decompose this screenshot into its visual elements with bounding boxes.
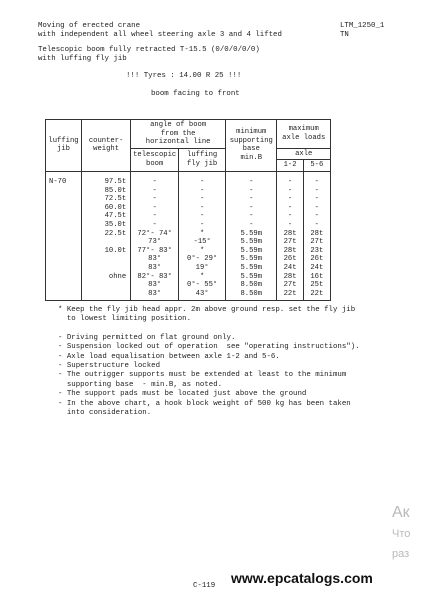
table-cell: 97.5t xyxy=(104,177,127,186)
note-star-line-2: to lowest limiting position. xyxy=(58,315,192,324)
header-maximum-axle-loads: maximum axle loads xyxy=(277,120,331,149)
activation-line-1: Ак xyxy=(392,504,410,521)
note-item: - The outrigger supports must be extended at least to the minimum xyxy=(58,371,347,380)
table-cell: - xyxy=(314,220,319,229)
header-luffing-fly-jib: luffing fly jib xyxy=(179,148,226,171)
table-cell: 8.50m xyxy=(240,289,263,298)
heading-line-2: with independent all wheel steering axle 3 and 4 lifted xyxy=(38,31,282,39)
column-telescopic-boom xyxy=(131,178,179,301)
table-cell: 83° xyxy=(148,263,162,272)
table-cell: 19° xyxy=(195,263,209,272)
table-cell: 47.5t xyxy=(104,212,127,221)
table-cell: - xyxy=(287,203,293,212)
table-cell xyxy=(83,281,126,290)
table-cell: - xyxy=(249,220,254,229)
table-cell: ohne xyxy=(108,272,127,281)
table-cell: - xyxy=(287,186,293,195)
table-cell: 27t xyxy=(310,238,324,247)
table-cell: - xyxy=(152,212,157,221)
table-cell: 22.5t xyxy=(104,229,127,238)
table-cell: - xyxy=(152,186,157,195)
table-cell: - xyxy=(199,220,205,229)
table-cell: * xyxy=(199,229,205,238)
table-cell: 5.59m xyxy=(240,238,263,247)
notes-section xyxy=(58,306,360,417)
table-cell: 24t xyxy=(310,263,324,272)
table-cell: 26t xyxy=(283,255,297,264)
header-angle-of-boom: angle of boom from the horizontal line xyxy=(131,120,226,149)
table-cell xyxy=(83,238,126,247)
table-cell: 27t xyxy=(283,238,297,247)
table-cell: 22t xyxy=(310,289,324,298)
table-cell: - xyxy=(199,195,205,204)
table-cell: 0°- 29° xyxy=(187,255,218,264)
doc-code: TN xyxy=(340,31,349,39)
table-cell: * xyxy=(199,246,205,255)
table-cell: 0°- 55° xyxy=(187,281,218,290)
table-cell: 5.59m xyxy=(240,246,263,255)
table-cell: 5.59m xyxy=(240,263,263,272)
column-axle-1-2 xyxy=(277,178,303,301)
table-cell: - xyxy=(199,212,205,221)
note-item: - The support pads must be located just above the ground xyxy=(58,390,307,399)
axle-load-table xyxy=(45,119,331,301)
table-cell: - xyxy=(249,195,254,204)
note-list xyxy=(58,333,360,417)
table-cell: 73° xyxy=(148,238,162,247)
table-cell xyxy=(83,264,126,273)
header-luffing-jib: luffing jib xyxy=(46,120,82,172)
table-cell: 28t xyxy=(283,229,297,238)
page-heading xyxy=(38,22,282,40)
table-cell: - xyxy=(287,195,293,204)
table-cell: 26t xyxy=(310,255,324,264)
table-cell: - xyxy=(314,212,319,221)
boom-configuration xyxy=(38,46,260,64)
header-counterweight: counter- weight xyxy=(82,120,131,172)
table-cell: 35.0t xyxy=(104,220,127,229)
table-cell: 28t xyxy=(283,246,297,255)
header-axle-1-2: 1-2 xyxy=(277,160,303,172)
header-axle-5-6: 5-6 xyxy=(303,160,330,172)
table-cell: 27t xyxy=(283,281,297,290)
table-cell: - xyxy=(249,212,254,221)
table-cell: 10.0t xyxy=(104,246,127,255)
table-cell xyxy=(83,290,126,299)
table-cell: 72°- 74° xyxy=(137,229,172,238)
table-cell: - xyxy=(287,177,293,186)
table-cell: - xyxy=(314,186,319,195)
note-item: - Axle load equalisation between axle 1-2 and 5-6. xyxy=(58,352,280,361)
table-cell: 23t xyxy=(310,246,324,255)
activation-line-2: Что xyxy=(392,528,411,540)
table-cell: - xyxy=(199,177,205,186)
page-number: C-119 xyxy=(193,582,216,590)
cell-luffing-jib: N-70 xyxy=(46,178,82,301)
document-id xyxy=(340,22,384,40)
heading-line-1: Moving of erected crane xyxy=(38,22,141,30)
tyres-note: !!! Tyres : 14.00 R 25 !!! xyxy=(126,72,242,80)
table-cell: 85.0t xyxy=(104,186,127,195)
table-cell: 5.59m xyxy=(240,255,263,264)
doc-id: LTM_1250_1 xyxy=(340,22,385,30)
table-cell: 77°- 83° xyxy=(137,246,172,255)
note-star-line-1: * Keep the fly jib head appr. 2m above ground resp. set the fly jib xyxy=(58,306,356,314)
header-minimum-supporting-base: minimum supporting base min.B xyxy=(226,120,277,172)
table-cell: 5.59m xyxy=(240,229,263,238)
activation-overlay xyxy=(392,502,424,564)
table-cell: - xyxy=(249,177,254,186)
table-cell: * xyxy=(199,272,205,281)
activation-line-3: раз xyxy=(392,548,410,560)
note-item: into consideration. xyxy=(58,408,152,417)
table-cell: - xyxy=(287,220,293,229)
table-cell: - xyxy=(152,195,157,204)
table-cell: 16t xyxy=(310,272,324,281)
table-cell: - xyxy=(152,203,157,212)
table-cell: - xyxy=(314,203,319,212)
table-cell: - xyxy=(314,177,319,186)
table-cell: - xyxy=(199,186,205,195)
table-cell: 83° xyxy=(148,289,162,298)
table-cell: 22t xyxy=(283,289,297,298)
watermark-text: www.epcatalogs.com xyxy=(231,570,373,586)
header-telescopic-boom: telescopic boom xyxy=(131,148,179,171)
table-cell: 8.50m xyxy=(240,281,263,290)
note-item: - Suspension locked out of operation see "operating instructions"). xyxy=(58,343,360,352)
table-cell: - xyxy=(152,177,157,186)
column-axle-5-6 xyxy=(303,178,330,301)
table-cell: -15° xyxy=(193,238,211,247)
table-cell: - xyxy=(314,195,319,204)
table-cell: 5.59m xyxy=(240,272,263,281)
table-cell: 82°- 83° xyxy=(137,272,172,281)
note-item: - Superstructure locked xyxy=(58,361,161,370)
table-cell: 25t xyxy=(310,281,324,290)
table-cell: 43° xyxy=(195,289,209,298)
table-cell: - xyxy=(152,220,157,229)
table-cell: 83° xyxy=(148,255,162,264)
note-item: - Driving permitted on flat ground only. xyxy=(58,333,236,342)
column-luffing-fly-jib xyxy=(179,178,226,301)
table-cell: - xyxy=(287,212,293,221)
config-line-2: with luffing fly jib xyxy=(38,55,127,63)
table-cell: 28t xyxy=(283,272,297,281)
table-cell: - xyxy=(249,203,254,212)
config-line-1: Telescopic boom fully retracted T-15.5 (0/0/0/0/0) xyxy=(38,46,260,54)
column-min-b xyxy=(226,178,277,301)
table-cell: 24t xyxy=(283,263,297,272)
table-cell: 28t xyxy=(310,229,324,238)
table-cell xyxy=(83,255,126,264)
table-cell: - xyxy=(249,186,254,195)
column-counterweight xyxy=(82,178,131,301)
table-cell: - xyxy=(199,203,205,212)
table-cell: 60.0t xyxy=(104,203,127,212)
table-cell: 83° xyxy=(148,281,162,290)
note-item: - In the above chart, a hook block weight of 500 kg has been taken xyxy=(58,399,351,408)
note-item: supporting base - min.B, as noted. xyxy=(58,380,223,389)
boom-facing-note: boom facing to front xyxy=(151,90,240,98)
table-cell: 72.5t xyxy=(104,195,127,204)
header-axle: axle xyxy=(277,148,331,160)
